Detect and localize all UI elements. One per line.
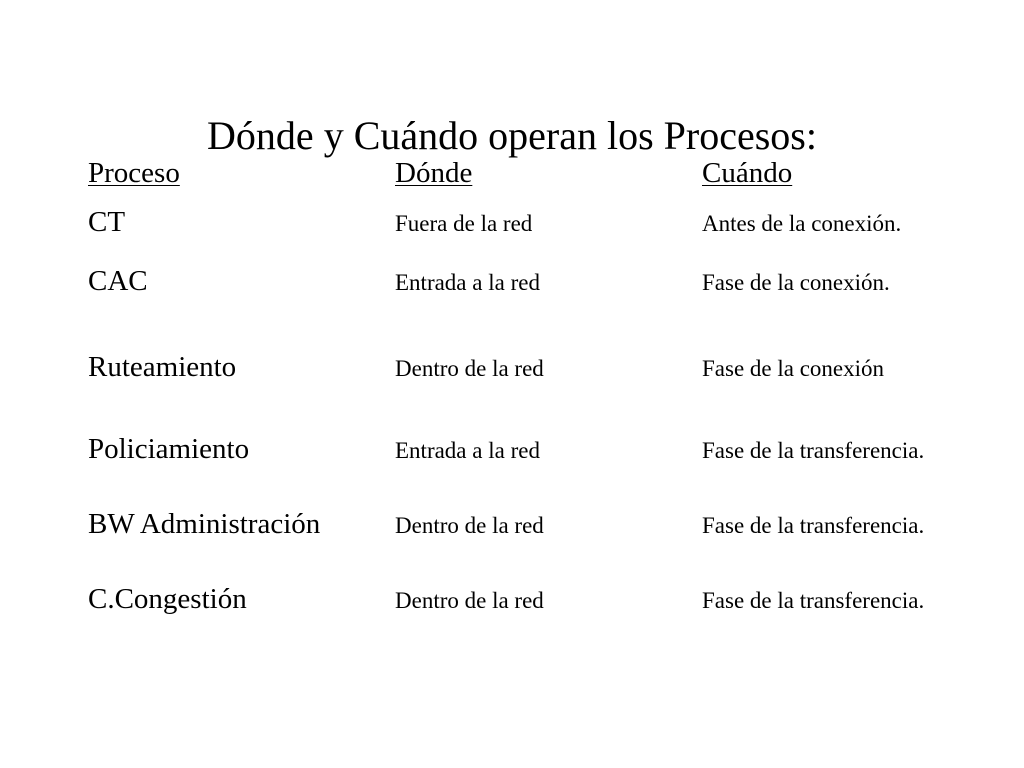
row-proceso: CAC — [88, 265, 148, 297]
row-cuando: Fase de la transferencia. — [702, 438, 925, 463]
row-proceso: BW Administración — [88, 508, 321, 540]
header-donde: Dónde — [395, 157, 473, 189]
row-cuando: Fase de la conexión — [702, 356, 885, 381]
slide-title: Dónde y Cuándo operan los Procesos: — [207, 113, 817, 158]
row-proceso: Ruteamiento — [88, 351, 237, 383]
row-cuando: Fase de la transferencia. — [702, 588, 925, 613]
row-cuando: Antes de la conexión. — [702, 211, 902, 236]
row-cuando: Fase de la conexión. — [702, 270, 890, 295]
row-donde: Fuera de la red — [395, 211, 533, 236]
row-donde: Entrada a la red — [395, 270, 540, 295]
row-cuando: Fase de la transferencia. — [702, 513, 925, 538]
row-proceso: Policiamiento — [88, 433, 250, 465]
row-donde: Dentro de la red — [395, 513, 544, 538]
header-proceso: Proceso — [88, 157, 180, 189]
row-proceso: C.Congestión — [88, 583, 247, 615]
row-donde: Entrada a la red — [395, 438, 540, 463]
row-donde: Dentro de la red — [395, 588, 544, 613]
row-donde: Dentro de la red — [395, 356, 544, 381]
header-cuando: Cuándo — [702, 157, 793, 189]
row-proceso: CT — [88, 206, 126, 238]
